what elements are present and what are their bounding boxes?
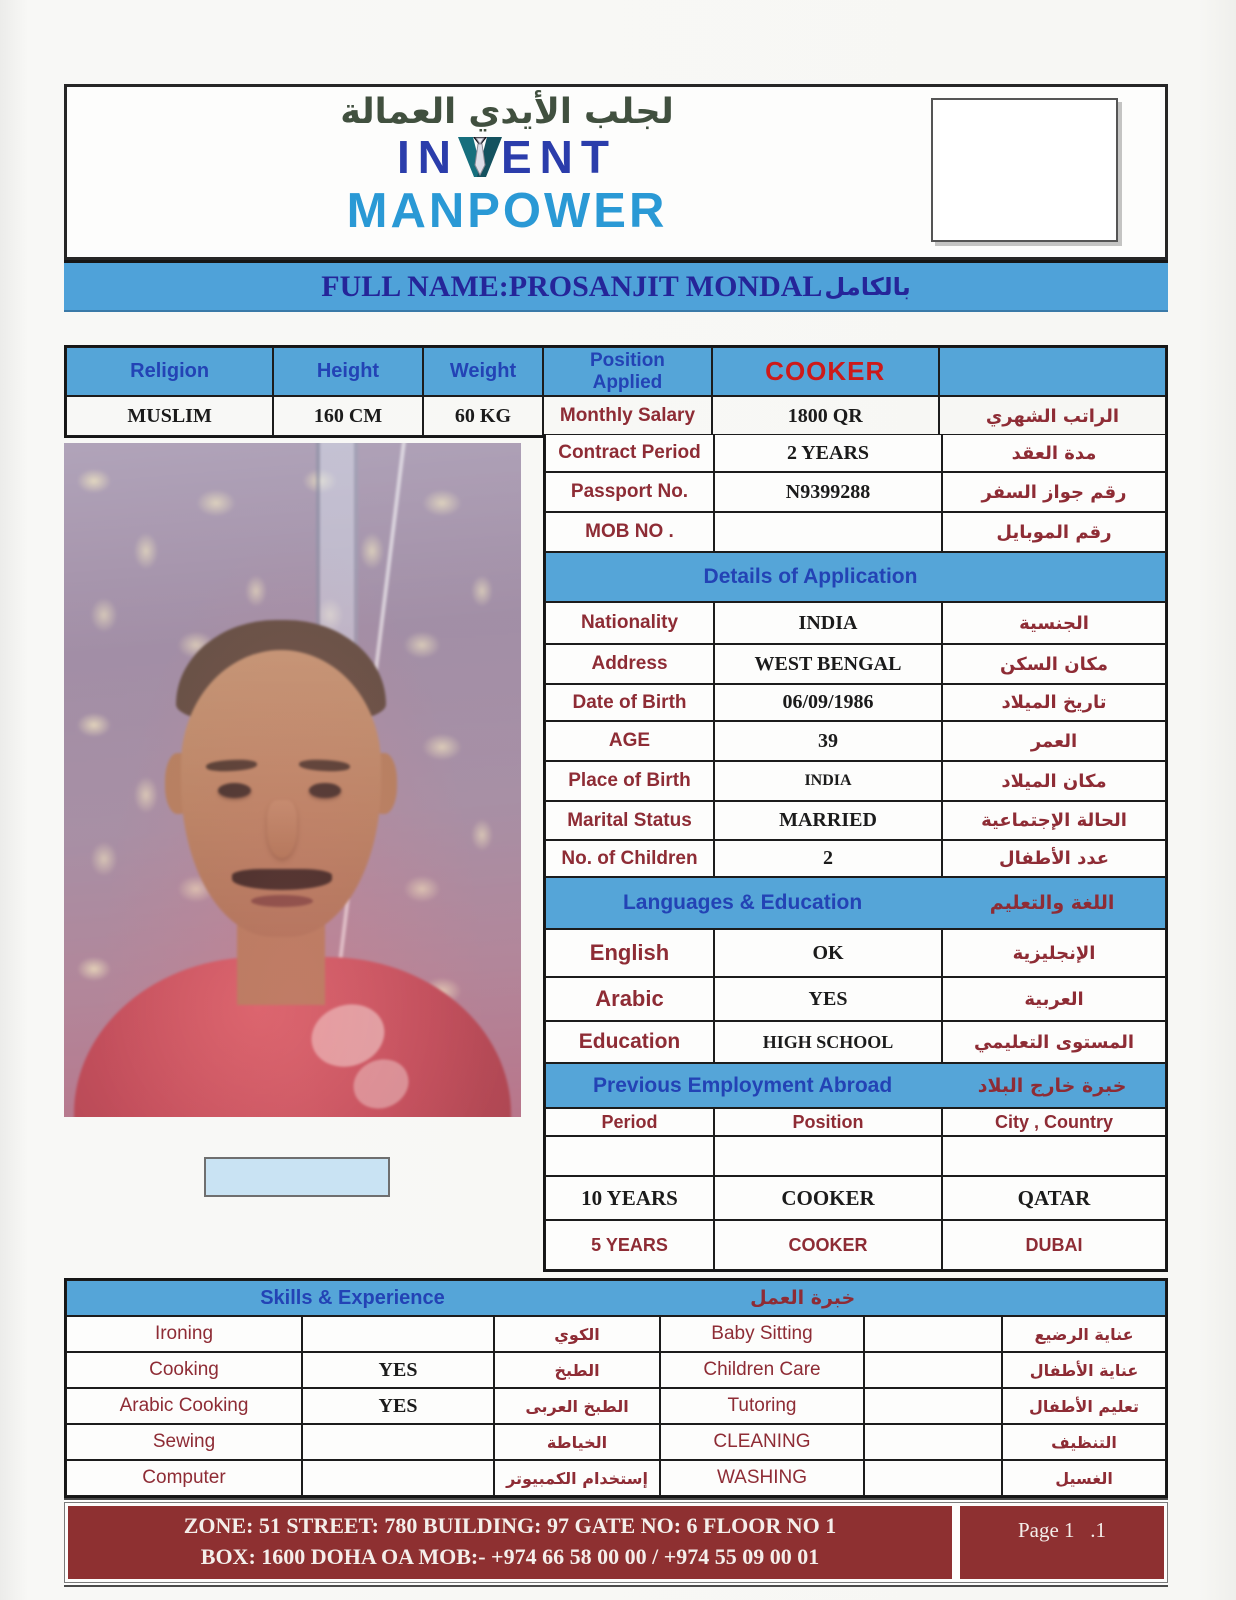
details-of-application-banner bbox=[545, 552, 1166, 602]
period-cell: 5 YEARS bbox=[545, 1220, 714, 1270]
address-line-1: ZONE: 51 STREET: 780 BUILDING: 97 GATE NO: 6 FLOOR NO 1 bbox=[183, 1513, 837, 1538]
row-arabic: مكان الميلاد bbox=[942, 761, 1166, 801]
top-table-header-row bbox=[66, 347, 1166, 396]
skill-label: Ironing bbox=[66, 1316, 302, 1352]
row-value: INDIA bbox=[714, 761, 942, 801]
height-header: Height bbox=[273, 347, 422, 396]
agency-logo bbox=[67, 93, 947, 236]
languages-banner-title: Languages & Education bbox=[622, 891, 863, 914]
contract-period-row bbox=[545, 434, 1166, 472]
header-blank-cell bbox=[939, 347, 1166, 396]
row-label: Nationality bbox=[545, 602, 714, 644]
row-arabic: الجنسية bbox=[942, 602, 1166, 644]
mobile-row bbox=[545, 512, 1166, 552]
row-value: WEST BENGAL bbox=[714, 644, 942, 684]
employment-banner-title: Previous Employment Abroad bbox=[593, 1073, 893, 1097]
skill-value bbox=[864, 1388, 1002, 1424]
employment-row-dubai bbox=[545, 1220, 1166, 1270]
row-value: 2 YEARS bbox=[714, 434, 942, 472]
skill-label: Arabic Cooking bbox=[66, 1388, 302, 1424]
row-label: Address bbox=[545, 644, 714, 684]
position-column-header: Position bbox=[714, 1108, 942, 1136]
skill-label: Sewing bbox=[66, 1424, 302, 1460]
row-label: Contract Period bbox=[545, 434, 714, 472]
row-arabic: مدة العقد bbox=[942, 434, 1166, 472]
candidate-photo bbox=[64, 443, 521, 1117]
city-country-column-header: City , Country bbox=[942, 1108, 1166, 1136]
skill-value: YES bbox=[302, 1388, 494, 1424]
left-pane bbox=[64, 434, 543, 1197]
city-cell bbox=[942, 1136, 1166, 1176]
row-value: MARRIED bbox=[714, 801, 942, 840]
logo-manpower: MANPOWER bbox=[346, 183, 668, 238]
row-label: Education bbox=[545, 1021, 714, 1063]
date-of-birth-row bbox=[545, 684, 1166, 721]
skill-value bbox=[302, 1460, 494, 1496]
top-table-value-row bbox=[66, 396, 1166, 436]
agency-arabic-tagline: لجلب الأيدي العمالة bbox=[340, 92, 674, 132]
skill-value bbox=[864, 1352, 1002, 1388]
row-label: No. of Children bbox=[545, 840, 714, 877]
skills-table bbox=[64, 1278, 1168, 1498]
footer bbox=[64, 1498, 1168, 1587]
skill-value bbox=[864, 1316, 1002, 1352]
details-banner-title: Details of Application bbox=[703, 565, 918, 588]
full-name-banner bbox=[64, 260, 1168, 312]
row-arabic: مكان السكن bbox=[942, 644, 1166, 684]
photo-haze-overlay bbox=[64, 443, 521, 1117]
nationality-row bbox=[545, 602, 1166, 644]
skill-arabic: عناية الرضيع bbox=[1002, 1316, 1166, 1352]
skills-banner-title: Skills & Experience bbox=[260, 1286, 445, 1309]
religion-header: Religion bbox=[66, 347, 273, 396]
monthly-salary-label: Monthly Salary bbox=[543, 396, 711, 436]
skill-value: YES bbox=[302, 1352, 494, 1388]
religion-value: MUSLIM bbox=[66, 396, 273, 436]
full-name-text: FULL NAME:PROSANJIT MONDAL bbox=[321, 269, 823, 303]
tie-icon bbox=[457, 137, 503, 186]
row-arabic: الحالة الإجتماعية bbox=[942, 801, 1166, 840]
weight-header: Weight bbox=[423, 347, 544, 396]
row-label: English bbox=[545, 929, 714, 977]
city-cell: QATAR bbox=[942, 1176, 1166, 1220]
row-arabic: رقم الموبايل bbox=[942, 512, 1166, 552]
employment-columns-row bbox=[545, 1108, 1166, 1136]
row-value: 39 bbox=[714, 721, 942, 761]
skill-arabic: إستخدام الكمبيوتر bbox=[494, 1460, 660, 1496]
logo-invent-left: IN bbox=[397, 130, 459, 183]
full-name-arabic: بالكامل bbox=[824, 272, 911, 301]
skill-arabic: الطبخ bbox=[494, 1352, 660, 1388]
skill-arabic: تعليم الأطفال bbox=[1002, 1388, 1166, 1424]
row-value: 2 bbox=[714, 840, 942, 877]
period-cell: 10 YEARS bbox=[545, 1176, 714, 1220]
top-table bbox=[64, 345, 1168, 438]
page-number: Page 1 .1 bbox=[960, 1506, 1164, 1579]
skill-label: Computer bbox=[66, 1460, 302, 1496]
position-cell: COOKER bbox=[714, 1176, 942, 1220]
weight-value: 60 KG bbox=[423, 396, 544, 436]
skill-arabic: الغسيل bbox=[1002, 1460, 1166, 1496]
skill-arabic: الطبخ العربى bbox=[494, 1388, 660, 1424]
row-label: Passport No. bbox=[545, 472, 714, 512]
position-applied-value: COOKER bbox=[712, 347, 939, 396]
row-value: 06/09/1986 bbox=[714, 684, 942, 721]
english-row bbox=[545, 929, 1166, 977]
position-cell: COOKER bbox=[714, 1220, 942, 1270]
row-value: HIGH SCHOOL bbox=[714, 1021, 942, 1063]
row-value: YES bbox=[714, 977, 942, 1021]
row-label: Place of Birth bbox=[545, 761, 714, 801]
position-applied-label: Position Applied bbox=[589, 350, 665, 393]
photo-stamp-placeholder-box bbox=[931, 98, 1118, 242]
row-label: AGE bbox=[545, 721, 714, 761]
skill-label: Children Care bbox=[660, 1352, 864, 1388]
skill-value bbox=[864, 1460, 1002, 1496]
address-line-2: BOX: 1600 DOHA OA MOB:- +974 66 58 00 00 / +974 55 09 00 01 bbox=[200, 1543, 820, 1569]
passport-row bbox=[545, 472, 1166, 512]
employment-row-empty bbox=[545, 1136, 1166, 1176]
skills-row-arabic-cooking bbox=[66, 1388, 1166, 1424]
row-arabic: عدد الأطفال bbox=[942, 840, 1166, 877]
row-arabic: رقم جواز السفر bbox=[942, 472, 1166, 512]
row-arabic: تاريخ الميلاد bbox=[942, 684, 1166, 721]
skill-label: Cooking bbox=[66, 1352, 302, 1388]
position-cell bbox=[714, 1136, 942, 1176]
skill-arabic: الخياطة bbox=[494, 1424, 660, 1460]
monthly-salary-arabic: الراتب الشهري bbox=[939, 396, 1166, 436]
previous-employment-banner bbox=[545, 1063, 1166, 1108]
marital-status-row bbox=[545, 801, 1166, 840]
position-applied-header bbox=[543, 347, 711, 396]
row-label: Marital Status bbox=[545, 801, 714, 840]
period-column-header: Period bbox=[545, 1108, 714, 1136]
monthly-salary-value: 1800 QR bbox=[712, 396, 939, 436]
row-label: Arabic bbox=[545, 977, 714, 1021]
languages-banner-arabic: اللغة والتعليم bbox=[989, 892, 1115, 914]
skill-label: CLEANING bbox=[660, 1424, 864, 1460]
address-row bbox=[545, 644, 1166, 684]
logo-invent bbox=[67, 130, 947, 186]
skill-value bbox=[302, 1316, 494, 1352]
application-table bbox=[543, 434, 1168, 1272]
row-value: OK bbox=[714, 929, 942, 977]
age-row bbox=[545, 721, 1166, 761]
row-arabic: العمر bbox=[942, 721, 1166, 761]
empty-blue-box bbox=[204, 1157, 390, 1197]
skill-label: WASHING bbox=[660, 1460, 864, 1496]
row-arabic: الإنجليزية bbox=[942, 929, 1166, 977]
skills-banner bbox=[66, 1280, 1166, 1316]
logo-invent-right: ENT bbox=[501, 130, 617, 183]
row-label: Date of Birth bbox=[545, 684, 714, 721]
skills-row-cooking bbox=[66, 1352, 1166, 1388]
row-label: MOB NO . bbox=[545, 512, 714, 552]
row-value: N9399288 bbox=[714, 472, 942, 512]
row-arabic: العربية bbox=[942, 977, 1166, 1021]
place-of-birth-row bbox=[545, 761, 1166, 801]
employment-row-qatar bbox=[545, 1176, 1166, 1220]
skill-arabic: التنظيف bbox=[1002, 1424, 1166, 1460]
row-value: INDIA bbox=[714, 602, 942, 644]
agency-address bbox=[68, 1506, 952, 1579]
skill-value bbox=[302, 1424, 494, 1460]
agency-header bbox=[64, 84, 1168, 260]
skill-label: Baby Sitting bbox=[660, 1316, 864, 1352]
row-arabic: المستوى التعليمي bbox=[942, 1021, 1166, 1063]
skill-value bbox=[864, 1424, 1002, 1460]
skill-arabic: عناية الأطفال bbox=[1002, 1352, 1166, 1388]
skills-row-computer bbox=[66, 1460, 1166, 1496]
skill-label: Tutoring bbox=[660, 1388, 864, 1424]
height-value: 160 CM bbox=[273, 396, 422, 436]
education-row bbox=[545, 1021, 1166, 1063]
period-cell bbox=[545, 1136, 714, 1176]
languages-education-banner bbox=[545, 877, 1166, 929]
employment-banner-arabic: خبرة خارج البلاد bbox=[977, 1074, 1127, 1097]
skill-arabic: الكوي bbox=[494, 1316, 660, 1352]
children-row bbox=[545, 840, 1166, 877]
skills-banner-arabic: خبرة العمل bbox=[750, 1287, 856, 1309]
city-cell: DUBAI bbox=[942, 1220, 1166, 1270]
row-value bbox=[714, 512, 942, 552]
arabic-row bbox=[545, 977, 1166, 1021]
skills-row-ironing bbox=[66, 1316, 1166, 1352]
skills-row-sewing bbox=[66, 1424, 1166, 1460]
